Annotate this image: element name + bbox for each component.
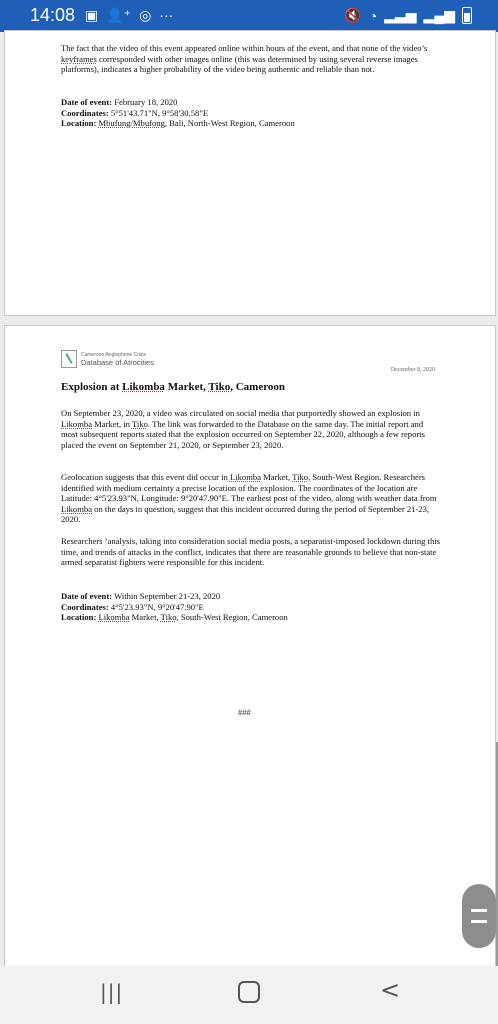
paragraph-analysis: Researchers ’analysis, taking into consideration social media posts, a separatist-imposed lockdown during this time, and trends of attacks in the conflict, indicates that there are reasonable grounds to believe that non-state armed separatist fighters were responsible for this incident. <box>61 536 440 568</box>
back-icon[interactable]: < <box>380 976 401 1004</box>
report-title: Explosion at Likomba Market, Tiko, Cameroon <box>61 381 286 393</box>
mute-icon: 🔇 <box>344 7 362 23</box>
fast-scroll-handle[interactable] <box>462 884 496 948</box>
battery-icon <box>462 7 472 24</box>
grip-icon <box>471 909 487 923</box>
paragraph-geolocation: Geolocation suggests that this event did occur in Likomba Market, Tiko, South-West Region. Researchers identified with medium certainty a precise location of the explosion. The coordinates of the location are Latitude: 4°5'23.93"N, Longitude: 9°20'47.90"E. The earliest post of the video, along with weather data from Likomba on the days in question, suggest that this incident occurred during the period of September 21-23, 2020. <box>61 472 437 525</box>
status-left-icons <box>85 8 173 22</box>
event-details: Date of event: February 18, 2020 Coordinates: 5°51'43.71"N, 9°58'30.58"E Location: Mbufung/Mbufong, Bali, North-West Region, Cameroon <box>61 97 295 129</box>
logo-title: Database of Atrocities <box>81 357 154 367</box>
logo-icon <box>61 350 77 368</box>
status-time: 14:08 <box>30 5 76 25</box>
add-person-icon: 👤⁺ <box>106 7 132 23</box>
document-page-2 <box>4 325 496 966</box>
status-right-icons <box>344 7 472 24</box>
wifi-icon: ◔ <box>368 7 378 24</box>
report-date: December 8, 2020 <box>390 367 435 373</box>
signal-roaming-icon: ▂▄▆ <box>423 7 455 23</box>
recent-apps-icon[interactable]: ||| <box>100 980 124 1004</box>
navigation-bar <box>0 966 498 1024</box>
status-bar <box>0 0 498 32</box>
home-icon[interactable] <box>238 981 260 1003</box>
paragraph-authenticity: The fact that the video of this event appeared online within hours of the event, and that none of the video’s keyframes corresponded with other images online (this was determined by using several reverse images platforms), indicates a higher probability of the video being authentic and reliable than not. <box>61 43 428 75</box>
signal-icon: ▂▃▅ <box>384 7 417 23</box>
instagram-icon: ◎ <box>139 7 152 23</box>
more-dots-icon: ··· <box>159 7 174 23</box>
paragraph-report: On September 23, 2020, a video was circulated on social media that purportedly showed an explosion in Likomba Market, in Tiko. The link was forwarded to the Database on the same day. The initial report and most subsequent reports stated that the explosion occurred on September 22, 2020, although a few reports placed the event on September 21, 2020, or September 23, 2020. <box>61 408 425 450</box>
document-page-1 <box>4 30 496 316</box>
database-logo <box>61 350 154 368</box>
image-icon: ▣ <box>85 7 99 23</box>
spellcheck-word: keyframes <box>61 53 97 64</box>
document-viewer[interactable] <box>0 32 498 966</box>
event-details: Date of event: Within September 21-23, 2020 Coordinates: 4°5'23.93"N, 9°20'47.90"E Location: Likomba Market, Tiko, South-West Region, Cameroon <box>61 591 288 623</box>
logo-subtitle: Cameroon Anglophone Crisis <box>81 351 147 358</box>
end-mark: ### <box>238 707 251 717</box>
